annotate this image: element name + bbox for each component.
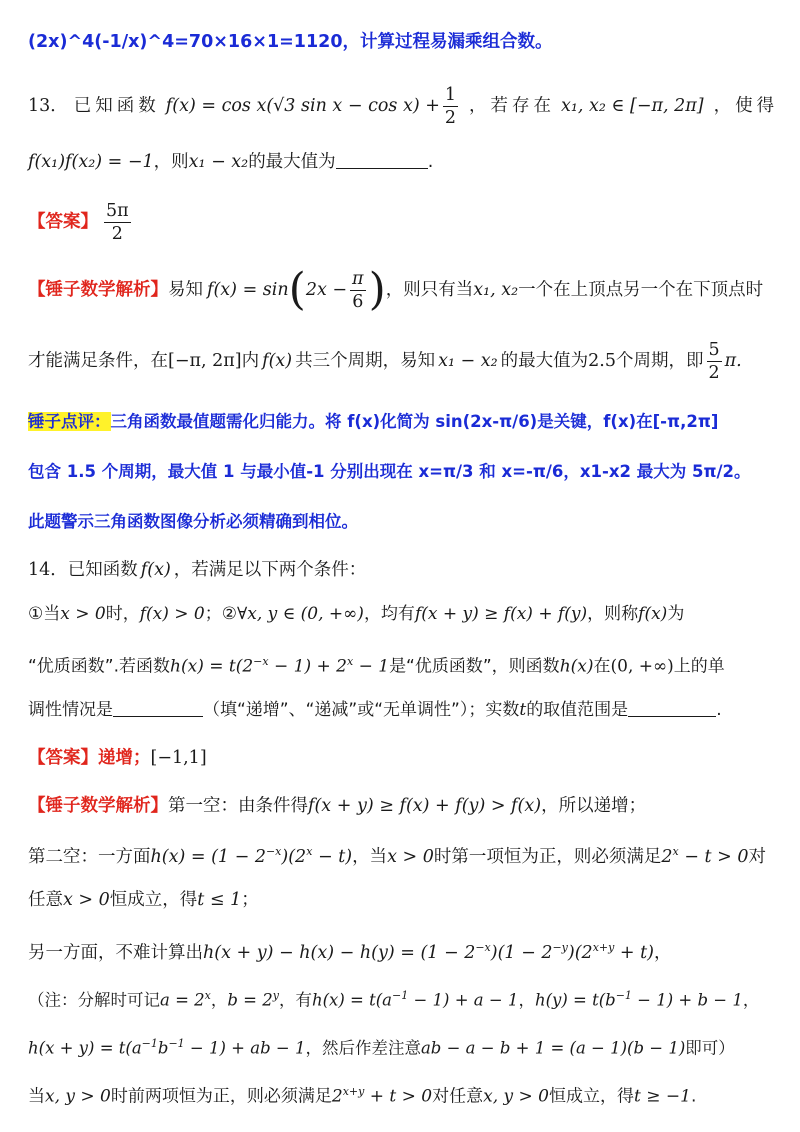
- q14-c1b: 时，: [105, 604, 140, 624]
- q14-c2-cond: ∀x, y ∈ (0, +∞): [236, 604, 364, 624]
- q13-number: 13．: [28, 96, 68, 116]
- q14-answer-tag: 【答案】: [28, 748, 98, 768]
- q14-d1-e6: + t): [614, 942, 654, 963]
- q14-line2: [28, 600, 778, 628]
- q14-g1c: 对任意: [432, 1086, 484, 1107]
- q14-d1-e4: )(2: [567, 942, 593, 963]
- q13-analysis-line2: [28, 338, 778, 384]
- q14-l3-h: h(x) = t(2: [170, 656, 254, 677]
- q14-analysis-line2: [28, 838, 778, 871]
- q14-b1-x: x > 0: [387, 846, 434, 867]
- q14-f1-m: b: [157, 1038, 169, 1058]
- q13-analysis-t5: 内: [241, 351, 260, 371]
- q14-b1-e1: −x: [265, 845, 282, 858]
- q14-l3-exp1: −x: [253, 655, 269, 668]
- right-paren: ): [368, 264, 386, 315]
- q14-analysis-line7: [28, 1078, 778, 1111]
- q14-g1: 当: [28, 1086, 45, 1107]
- q13-answer-num: 5π: [106, 200, 129, 221]
- q14-c2c: 为: [667, 604, 685, 624]
- q14-b1b: ，当: [352, 846, 388, 867]
- q14-g1-v2: x, y > 0: [483, 1086, 549, 1107]
- q14-g1-r: t ≥ −1: [633, 1086, 691, 1107]
- q14-analysis-line1: [28, 792, 778, 820]
- q13-answer-tag: 【答案】: [28, 212, 98, 232]
- q13-analysis-final-num: 5: [708, 339, 720, 360]
- q13-analysis-t1: 易知: [168, 280, 203, 300]
- q14-e1: （注：分解时可记: [28, 990, 160, 1010]
- q14-f1: h(x + y) = t(a: [28, 1038, 142, 1058]
- q14-c1a: ①当: [28, 604, 61, 624]
- q14-a1-ineq: f(x + y) ≥ f(x) + f(y) > f(x): [308, 796, 542, 816]
- intro-line: [28, 28, 778, 56]
- q13-stem-e: 的最大值为: [248, 152, 336, 172]
- q13-analysis-frac: [350, 268, 366, 313]
- q14-analysis-line4: [28, 934, 778, 967]
- q14-f1-d: ab − a − b + 1 = (a − 1)(b − 1): [420, 1038, 686, 1058]
- q14-f1c: 即可）: [685, 1038, 735, 1058]
- q14-f1-e1: −1: [141, 1037, 158, 1050]
- q14-line3: [28, 648, 778, 681]
- q13-frac-den: 2: [444, 107, 457, 128]
- q13-analysis-t6: 共三个周期，易知: [295, 351, 436, 371]
- q14-stem-a: 已知函数: [67, 560, 138, 580]
- q14-l4a: 调性情况是: [28, 700, 113, 720]
- q14-blank2[interactable]: [628, 696, 716, 717]
- q14-g1-c2: + t > 0: [364, 1086, 433, 1107]
- q14-g1-v: x, y > 0: [45, 1086, 111, 1107]
- q14-c1: 任意: [28, 890, 63, 910]
- q13-stem-a: 已知函数: [73, 96, 160, 116]
- intro-text: (2x)^4(-1/x)^4=70×16×1=1120，计算过程易漏乘组合数。: [28, 32, 553, 52]
- q14-l3a: “优质函数”.若函数: [28, 656, 171, 677]
- q14-e1-hy: h(y) = t(b: [534, 990, 616, 1010]
- q14-stem-b: ，若满足以下两个条件：: [173, 560, 367, 580]
- q14-c2-ineq: f(x + y) ≥ f(x) + f(y): [414, 604, 588, 624]
- q13-frac-num: 1: [444, 84, 457, 105]
- q13-expr: x₁ − x₂: [188, 152, 249, 172]
- q14-a1b: ，所以递增；: [541, 796, 647, 816]
- q14-c1-t: t ≤ 1: [197, 890, 242, 910]
- q14-l3d: 上的单: [673, 656, 725, 677]
- q14-analysis-tag: 【锤子数学解析】: [28, 796, 168, 816]
- q13-analysis-tag: 【锤子数学解析】: [28, 280, 168, 300]
- q14-a1: 第一空：由条件得: [168, 796, 308, 816]
- q13-comment-text2: 包含 1.5 个周期，最大值 1 与最小值-1 分别出现在 x=π/3 和 x=-π/6，x1-x2 最大为 5π/2。: [28, 462, 751, 481]
- q14-g1-ce: x+y: [342, 1085, 365, 1098]
- q14-f1-e2: −1: [168, 1037, 185, 1050]
- q13-comment-text3: 此题警示三角函数图像分析必须精确到相位。: [28, 512, 358, 531]
- q14-blank1[interactable]: [113, 696, 203, 717]
- q14-g1e: .: [690, 1086, 697, 1107]
- q14-b1-h: h(x) = (1 − 2: [150, 846, 266, 867]
- q14-l3-end: − 1: [353, 656, 390, 677]
- q13-func-frac: [443, 84, 458, 129]
- q14-l3-int: (0, +∞): [610, 656, 674, 677]
- q14-analysis-line5: [28, 982, 778, 1015]
- q14-e1d: ，: [742, 990, 760, 1010]
- q14-line1: [28, 556, 778, 584]
- q14-e1-hy2: − 1) + b − 1: [631, 990, 743, 1010]
- q14-e1-hye: −1: [615, 989, 632, 1002]
- q13-analysis-interval: [−π, 2π]: [168, 351, 242, 371]
- q14-answer-interval: [−1,1]: [150, 748, 207, 768]
- q14-e1-a: a = 2: [160, 990, 205, 1010]
- q13-analysis-fx: f(x): [262, 351, 293, 371]
- q13-stem-f: .: [427, 152, 434, 172]
- q14-analysis-line3: [28, 886, 778, 914]
- q14-e1-sep: ，: [210, 990, 228, 1010]
- q14-line4: [28, 696, 778, 724]
- left-paren: (: [288, 264, 306, 315]
- q14-c1c: ；②: [204, 604, 237, 624]
- q14-c1-ineq: f(x) > 0: [139, 604, 205, 624]
- q14-e1-h: h(x) = t(a: [311, 990, 392, 1010]
- q13-analysis-frac-num: π: [352, 268, 364, 289]
- q14-d1: 另一方面，不难计算出: [28, 942, 203, 963]
- q14-b1-e2: x: [306, 845, 313, 858]
- q14-c2b: ，则称: [587, 604, 639, 624]
- q14-b1-h3: − t): [312, 846, 353, 867]
- q14-b1: 第二空：一方面: [28, 846, 151, 867]
- q14-c2a: ，均有: [363, 604, 415, 624]
- q13-answer-den: 2: [111, 223, 123, 244]
- q14-d1-e2: )(1 − 2: [490, 942, 553, 963]
- q14-d1-e5: x+y: [592, 941, 615, 954]
- q13-answer-frac: [104, 200, 131, 245]
- q13-analysis-t4: 才能满足条件，在: [28, 351, 168, 371]
- q13-answer-line: [28, 196, 778, 248]
- q13-analysis-t2-vars: x₁, x₂: [473, 280, 519, 300]
- q14-l4-t: t: [519, 700, 527, 720]
- q14-b1-c2: 2: [661, 846, 673, 867]
- q13-stem-line1: [28, 84, 778, 128]
- q13-vars: x₁, x₂ ∈ [−π, 2π]: [561, 96, 704, 116]
- q14-e1-b: b = 2: [227, 990, 273, 1010]
- q14-f1-m2: − 1) + ab − 1: [184, 1038, 306, 1058]
- q14-e1-be: y: [272, 989, 279, 1002]
- q14-e1-he: −1: [392, 989, 409, 1002]
- q14-g1d: 恒成立，得: [548, 1086, 634, 1107]
- q13-comment-line3: [28, 508, 778, 536]
- q14-l3b: 是“优质函数”，则函数: [389, 656, 560, 677]
- q14-e1-h2: − 1) + a − 1: [408, 990, 519, 1010]
- q14-e1c: ，: [518, 990, 535, 1010]
- q13-analysis-t2: ，则只有当: [385, 280, 474, 300]
- q13-analysis-final-den: 2: [708, 362, 720, 383]
- q13-analysis-final-frac: [707, 339, 722, 384]
- q14-d1b: ，: [654, 942, 672, 963]
- q13-stem-b: ，若存在: [469, 96, 556, 116]
- q13-analysis-val: 2.5: [588, 351, 617, 371]
- q14-b1-c2e: x: [672, 845, 679, 858]
- q13-stem-c: ，使得: [713, 96, 779, 116]
- q14-answer-line: [28, 744, 778, 772]
- q14-c1c: ；: [241, 890, 259, 910]
- q14-l3-mid: − 1) + 2: [268, 656, 347, 677]
- q14-answer-text: 递增；: [98, 748, 151, 768]
- q14-d1-e1: −x: [475, 941, 491, 954]
- q13-comment-tag: 锤子点评：: [28, 412, 111, 431]
- q14-l3c: 在: [593, 656, 611, 677]
- q14-l4c: 的取值范围是: [526, 700, 629, 720]
- q13-condition: f(x₁)f(x₂) = −1: [28, 152, 154, 172]
- q13-func-def: f(x) = cos x(√3 sin x − cos x) +: [165, 96, 440, 116]
- q13-analysis-f1: f(x) = sin: [207, 280, 289, 300]
- q14-g1-c: 2: [331, 1086, 343, 1107]
- q14-c1b: 恒成立，得: [109, 890, 198, 910]
- q14-e1b: ，有: [278, 990, 312, 1010]
- q14-l4d: .: [716, 700, 722, 720]
- q14-d1-e: h(x + y) − h(x) − h(y) = (1 − 2: [203, 942, 476, 963]
- q13-analysis-t3: 一个在上顶点另一个在下顶点时: [518, 280, 764, 300]
- q13-comment-line1: [28, 408, 778, 436]
- q14-c1-cond: x > 0: [60, 604, 106, 624]
- q13-analysis-expr: x₁ − x₂: [438, 351, 498, 371]
- q14-fx: f(x): [140, 560, 171, 580]
- q13-analysis-t7: 的最大值为: [500, 351, 589, 371]
- q14-b1-c2b: − t > 0: [678, 846, 749, 867]
- q14-c2-fx: f(x): [638, 604, 668, 624]
- q13-stem-d: ，则: [153, 152, 189, 172]
- q13-answer-blank[interactable]: [336, 148, 428, 169]
- q14-analysis-line6: [28, 1030, 778, 1063]
- q14-number: 14．: [28, 560, 68, 580]
- q13-analysis-line1: [28, 266, 778, 314]
- q14-b1d: 对: [748, 846, 766, 867]
- q13-analysis-frac-den: 6: [352, 291, 364, 312]
- q14-d1-e3: −y: [552, 941, 568, 954]
- q13-comment-line2: [28, 458, 778, 486]
- q13-analysis-inner: 2x −: [305, 280, 348, 300]
- q13-analysis-pi: π.: [724, 351, 742, 371]
- q14-c1-x: x > 0: [63, 890, 110, 910]
- q14-l4b: （填“递增”、“递减”或“无单调性”）；实数: [203, 700, 520, 720]
- q14-l3-hx: h(x): [559, 656, 594, 677]
- q14-l3-exp2: x: [346, 655, 354, 668]
- q14-f1b: ，然后作差注意: [305, 1038, 421, 1058]
- q14-b1c: 时第一项恒为正，则必须满足: [433, 846, 662, 867]
- q13-stem-line2: [28, 148, 778, 176]
- q14-b1-h2: )(2: [281, 846, 307, 867]
- q13-comment-text1: 三角函数最值题需化归能力。将 f(x)化简为 sin(2x-π/6)是关键，f(x)在[-π,2π]: [110, 412, 719, 431]
- q14-e1-ae: x: [204, 989, 211, 1002]
- q14-g1b: 时前两项恒为正，则必须满足: [110, 1086, 332, 1107]
- q13-analysis-t8: 个周期，即: [616, 351, 704, 371]
